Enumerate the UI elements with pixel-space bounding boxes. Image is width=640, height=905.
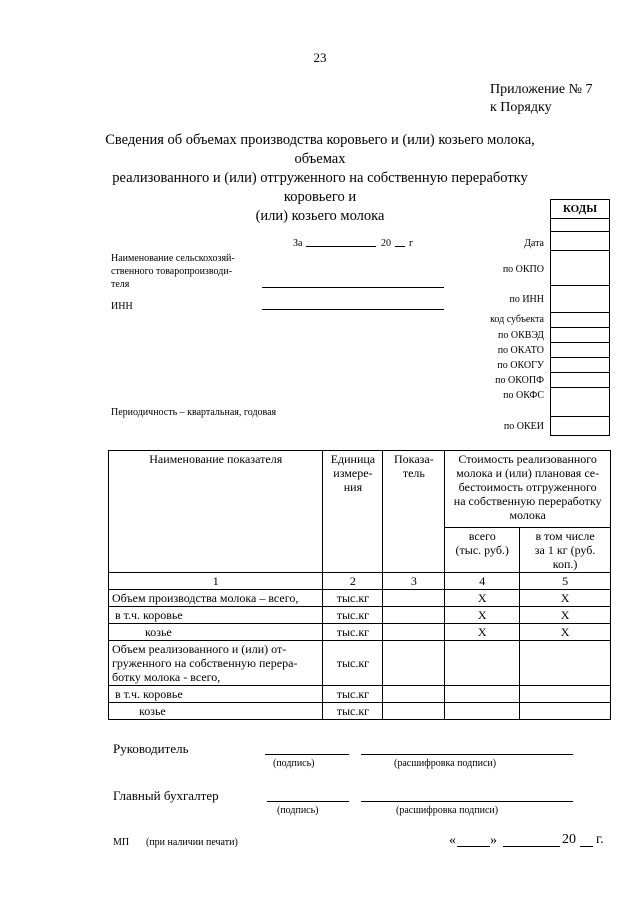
header-unit-l2: измере- [333,466,373,480]
table-row [109,686,611,703]
row-total-mark: X [445,590,520,607]
row-perkg-cell[interactable] [520,703,611,720]
code-cell-okfs[interactable] [550,387,610,417]
code-cell-okato[interactable] [550,342,610,358]
row-perkg-cell[interactable] [520,641,611,686]
realized-l3: ботку молока - всего, [112,670,221,684]
label-inn-code: по ИНН [509,294,544,305]
row-value-cell[interactable] [383,641,445,686]
codes-blank-cell [550,218,610,232]
table-row [109,624,611,641]
period-za: За [293,238,303,249]
org-label-line1: Наименование сельскохозяй- [111,253,235,264]
row-perkg-mark: X [520,590,611,607]
header-per-kg [520,528,611,573]
label-okopf: по ОКОПФ [495,375,544,386]
header-indicator [383,451,445,573]
label-okogu: по ОКОГУ [497,360,544,371]
head-signature-caption: (подпись) [273,758,315,769]
header-total-l1: всего [468,529,496,543]
row-unit: тыс.кг [323,624,383,641]
table-number-row [109,573,611,590]
header-cost-l2: молока и (или) плановая се- [456,466,600,480]
date-year-field[interactable] [580,846,593,847]
milk-volume-table [108,450,611,720]
label-okved: по ОКВЭД [498,330,544,341]
stamp-note: (при наличии печати) [146,837,238,848]
code-cell-okved[interactable] [550,327,610,343]
row-total-cell[interactable] [445,686,520,703]
appendix-line2: к Порядку [490,100,552,115]
row-name: козье [109,624,323,641]
inn-label: ИНН [111,301,133,312]
header-cost [445,451,611,528]
label-date: Дата [524,238,544,249]
row-name: в т.ч. коровье [109,607,323,624]
org-label-line3: теля [111,279,130,290]
head-signature-field[interactable] [265,754,349,755]
page-number: 23 [313,50,327,65]
col-number-3: 3 [383,573,445,590]
row-perkg-cell[interactable] [520,686,611,703]
row-unit: тыс.кг [323,607,383,624]
chief-accountant-label: Главный бухгалтер [113,788,219,803]
accountant-signature-field[interactable] [267,801,349,802]
head-decode-caption: (расшифровка подписи) [394,758,497,769]
table-row [109,703,611,720]
header-cost-l1: Стоимость реализованного [458,452,597,466]
row-unit: тыс.кг [323,641,383,686]
date-quote-open: « [449,833,456,848]
codes-header-box [550,199,610,219]
header-unit [323,451,383,573]
row-total-cell[interactable] [445,703,520,720]
header-perkg-l2: за 1 кг (руб. [534,543,596,557]
date-month-field[interactable] [503,846,560,847]
document-title [100,131,540,226]
label-subject: код субъекта [490,314,544,325]
date-quote-close: » [490,833,497,848]
code-cell-okopf[interactable] [550,372,610,388]
row-name: в т.ч. коровье [109,686,323,703]
accountant-decode-field[interactable] [361,801,573,802]
header-ind-l1: Показа- [394,452,434,466]
col-number-1: 1 [109,573,323,590]
header-total [445,528,520,573]
code-cell-inn[interactable] [550,285,610,313]
label-okpo: по ОКПО [502,264,544,275]
row-value-cell[interactable] [383,686,445,703]
realized-l1: Объем реализованного и (или) от- [112,642,287,656]
appendix-label [490,81,593,117]
title-line3: (или) козьего молока [255,208,385,224]
col-number-5: 5 [520,573,611,590]
title-line2: реализованного и (или) отгруженного на собственную переработку коровьего и [112,170,528,205]
header-cost-l3: бестоимость отгруженного [458,480,597,494]
date-year-suffix: г. [596,832,604,847]
row-value-cell[interactable] [383,607,445,624]
periodicity-label: Периодичность – квартальная, годовая [111,407,277,418]
header-ind-l2: тель [402,466,425,480]
row-perkg-mark: X [520,607,611,624]
inn-field[interactable] [262,309,444,310]
row-total-mark: X [445,624,520,641]
period-year-suffix: г [409,238,414,249]
header-perkg-l3: коп.) [552,557,578,571]
col-number-4: 4 [445,573,520,590]
period-year-field[interactable] [395,246,405,247]
period-year-prefix: 20 [381,238,391,249]
label-okfs: по ОКФС [503,390,544,401]
header-total-l2: (тыс. руб.) [455,543,509,557]
row-name: козье [109,703,323,720]
row-unit: тыс.кг [323,703,383,720]
code-cell-subject[interactable] [550,312,610,328]
row-name [109,641,323,686]
codes-title: КОДЫ [562,203,598,215]
row-value-cell[interactable] [383,624,445,641]
header-indicator-name: Наименование показателя [109,451,323,573]
row-value-cell[interactable] [383,703,445,720]
accountant-signature-caption: (подпись) [277,805,319,816]
head-decode-field[interactable] [361,754,573,755]
appendix-line1: Приложение № 7 [490,82,593,97]
code-cell-okpo[interactable] [550,250,610,286]
head-label: Руководитель [113,741,189,756]
row-value-cell[interactable] [383,590,445,607]
header-unit-l3: ния [343,480,363,494]
org-label-line2: ственного товаропроизводи- [111,266,233,277]
code-cell-date[interactable] [550,231,610,251]
row-total-mark: X [445,607,520,624]
period-field[interactable] [306,246,376,247]
col-number-2: 2 [323,573,383,590]
realized-l2: груженного на собственную перера- [112,656,298,670]
row-unit: тыс.кг [323,686,383,703]
header-cost-l4: на собственную переработку [453,494,602,508]
table-header-row [109,451,611,528]
stamp-place-label: МП [113,837,130,848]
label-okato: по ОКАТО [497,345,544,356]
code-cell-okogu[interactable] [550,357,610,373]
org-name-field[interactable] [262,287,444,288]
label-okei: по ОКЕИ [503,421,544,432]
date-year-prefix: 20 [562,832,576,847]
table-row [109,590,611,607]
row-total-cell[interactable] [445,641,520,686]
row-perkg-mark: X [520,624,611,641]
table-row [109,607,611,624]
org-name-label [111,252,235,291]
accountant-decode-caption: (расшифровка подписи) [396,805,499,816]
title-line1: Сведения об объемах производства коровьего и (или) козьего молока, объемах [105,132,535,167]
table-row [109,641,611,686]
header-cost-l5: молока [509,508,546,522]
row-name: Объем производства молока – всего, [109,590,323,607]
row-unit: тыс.кг [323,590,383,607]
code-cell-okei[interactable] [550,416,610,436]
date-day-field[interactable] [457,846,490,847]
header-unit-l1: Единица [330,452,376,466]
header-perkg-l1: в том числе [535,529,595,543]
